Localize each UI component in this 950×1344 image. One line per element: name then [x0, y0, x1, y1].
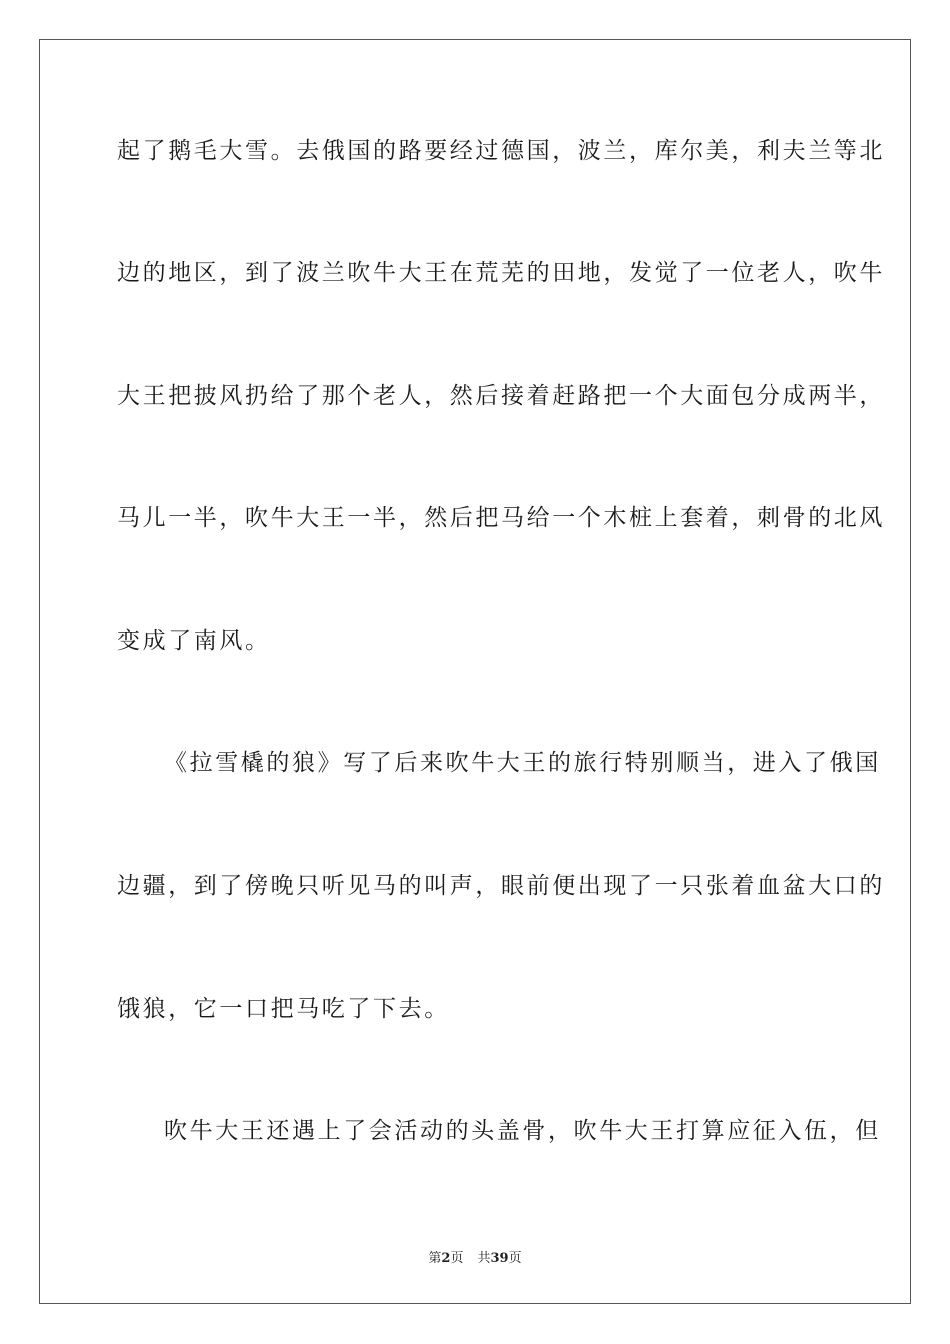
- body-line-8: 饿狼，它一口把马吃了下去。: [117, 996, 450, 1022]
- body-line-5: 变成了南风。: [117, 628, 271, 654]
- page-footer: [0, 1247, 950, 1266]
- total-pages: 39: [490, 1251, 509, 1266]
- page-number: 2: [441, 1251, 451, 1266]
- body-line-6: 《拉雪橇的狼》写了后来吹牛大王的旅行特别顺当，进入了俄国: [164, 750, 881, 776]
- total-label-unit: 页: [508, 1251, 522, 1266]
- body-line-9: 吹牛大王还遇上了会活动的头盖骨，吹牛大王打算应征入伍，但: [164, 1118, 881, 1144]
- body-line-4: 马儿一半，吹牛大王一半，然后把马给一个木桩上套着，刺骨的北风: [117, 505, 885, 531]
- page-label-prefix: 第: [428, 1251, 442, 1266]
- body-line-2: 边的地区，到了波兰吹牛大王在荒芜的田地，发觉了一位老人，吹牛: [117, 260, 885, 286]
- total-label-prefix: 共: [477, 1251, 491, 1266]
- body-line-3: 大王把披风扔给了那个老人，然后接着赶路把一个大面包分成两半，: [117, 383, 885, 409]
- page-border: [39, 39, 911, 1304]
- body-line-7: 边疆，到了傍晚只听见马的叫声，眼前便出现了一只张着血盆大口的: [117, 873, 885, 899]
- body-line-1: 起了鹅毛大雪。去俄国的路要经过德国，波兰，库尔美，利夫兰等北: [117, 138, 885, 164]
- page-label-unit: 页: [450, 1251, 464, 1266]
